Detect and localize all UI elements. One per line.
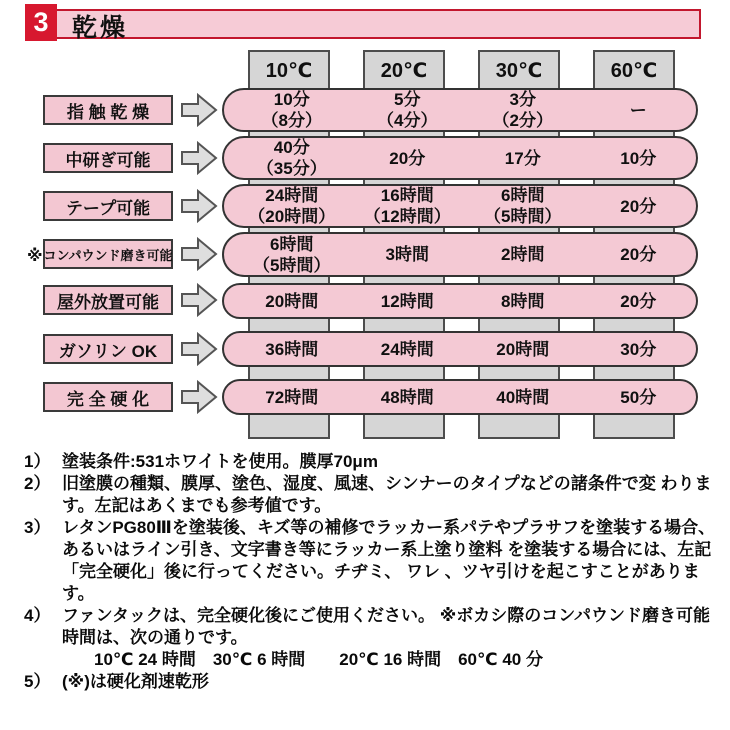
section-number-badge xyxy=(25,4,57,41)
row-label-touch-dry: 指 触 乾 燥 xyxy=(43,95,173,125)
temp-header-60c: 60℃ xyxy=(610,60,658,82)
time-cell: 3分 （2分） xyxy=(492,90,553,130)
temp-header-10c: 10℃ xyxy=(265,60,313,82)
footnote-1 xyxy=(24,451,716,473)
time-cell: 10分 （8分） xyxy=(261,90,322,130)
footnote-marker: 5） xyxy=(24,672,51,691)
time-cell: 30分 xyxy=(620,339,657,359)
right-arrow-icon xyxy=(181,236,219,272)
right-arrow-icon xyxy=(181,379,219,415)
time-cell: 40時間 xyxy=(496,387,550,407)
footnote-text: ファンタックは、完全硬化後にご使用ください。 ※ボカシ際のコンパウンド磨き可能時間は、次の通りです。 xyxy=(62,606,711,647)
footnote-marker: 1） xyxy=(24,452,51,471)
footnote-2 xyxy=(24,473,716,517)
time-cell: 20分 xyxy=(620,291,657,311)
section-number: 3 xyxy=(33,7,49,37)
note-mark: ※ xyxy=(27,248,43,265)
right-arrow-icon xyxy=(181,92,219,128)
time-cell: 12時間 xyxy=(380,291,434,311)
time-cell: 5分 （4分） xyxy=(377,90,438,130)
time-cell: 20分 xyxy=(389,148,426,168)
temp-header-20c: 20℃ xyxy=(380,60,428,82)
time-cell: ー xyxy=(629,100,647,120)
time-cell: 24時間 （20時間） xyxy=(248,186,336,226)
time-cell: 3時間 xyxy=(385,245,429,264)
time-cell: 10分 xyxy=(620,148,657,168)
time-cell: 20分 xyxy=(620,245,657,264)
time-cell: 8時間 xyxy=(501,291,545,311)
time-cell: 24時間 xyxy=(380,339,434,359)
time-cell: 16時間 （12時間） xyxy=(363,186,451,226)
footnote-marker: 2） xyxy=(24,474,51,493)
time-cell: 36時間 xyxy=(265,339,319,359)
time-cell: 6時間 （5時間） xyxy=(253,234,331,275)
temp-header-30c: 30℃ xyxy=(495,60,543,82)
footnote-text: (※)は硬化剤速乾形 xyxy=(62,672,209,691)
time-cell: 20時間 xyxy=(265,291,319,311)
row-label-compound: コンパウンド磨き可能 xyxy=(43,239,173,269)
table-row-compound xyxy=(222,232,698,277)
table-row-full-cure xyxy=(222,379,698,415)
table-row-outdoor xyxy=(222,283,698,319)
time-cell: 20分 xyxy=(620,196,657,216)
row-label-full-cure: 完 全 硬 化 xyxy=(43,382,173,412)
footnote-3 xyxy=(24,517,716,605)
time-cell: 20時間 xyxy=(496,339,550,359)
footnote-text: 塗装条件:531ホワイトを使用。膜厚70μm xyxy=(62,452,378,471)
footnote-5 xyxy=(24,671,716,693)
table-row-gasoline xyxy=(222,331,698,367)
time-cell: 40分 （35分） xyxy=(256,138,327,178)
time-cell: 6時間 （5時間） xyxy=(484,186,562,226)
footnote-4-times: 10℃ 24 時間 30℃ 6 時間 20℃ 16 時間 60℃ 40 分 xyxy=(94,650,543,669)
time-cell: 17分 xyxy=(504,148,541,168)
right-arrow-icon xyxy=(181,331,219,367)
time-cell: 72時間 xyxy=(265,387,319,407)
row-label-sanding: 中研ぎ可能 xyxy=(43,143,173,173)
row-label-taping: テープ可能 xyxy=(43,191,173,221)
table-row-sanding xyxy=(222,136,698,180)
footnote-4 xyxy=(24,605,716,649)
time-cell: 2時間 xyxy=(501,245,545,264)
footnotes xyxy=(24,451,716,693)
footnote-text: 旧塗膜の種類、膜厚、塗色、湿度、風速、シンナーのタイプなどの諸条件で変 わります。左記はあくまでも参考値です。 xyxy=(62,474,712,515)
page-title: 乾燥 xyxy=(72,14,129,42)
time-cell: 48時間 xyxy=(380,387,434,407)
right-arrow-icon xyxy=(181,140,219,176)
time-cell: 50分 xyxy=(620,387,657,407)
right-arrow-icon xyxy=(181,188,219,224)
row-label-gasoline: ガソリン OK xyxy=(43,334,173,364)
right-arrow-icon xyxy=(181,282,219,318)
footnote-marker: 3） xyxy=(24,518,51,537)
footnote-marker: 4） xyxy=(24,606,51,625)
table-row-touch-dry xyxy=(222,88,698,132)
footnote-text: レタンPG80Ⅲを塗装後、キズ等の補修でラッカー系パテやプラサフを塗装する場合、あるいはライン引き、文字書き等にラッカー系上塗り塗料 を塗装する場合には、左記「完全硬化」後に行ってください。チヂミ、 ワレ 、ツヤ引けを起こすことがあります。 xyxy=(62,518,716,603)
table-row-taping xyxy=(222,184,698,228)
row-label-outdoor: 屋外放置可能 xyxy=(43,285,173,315)
